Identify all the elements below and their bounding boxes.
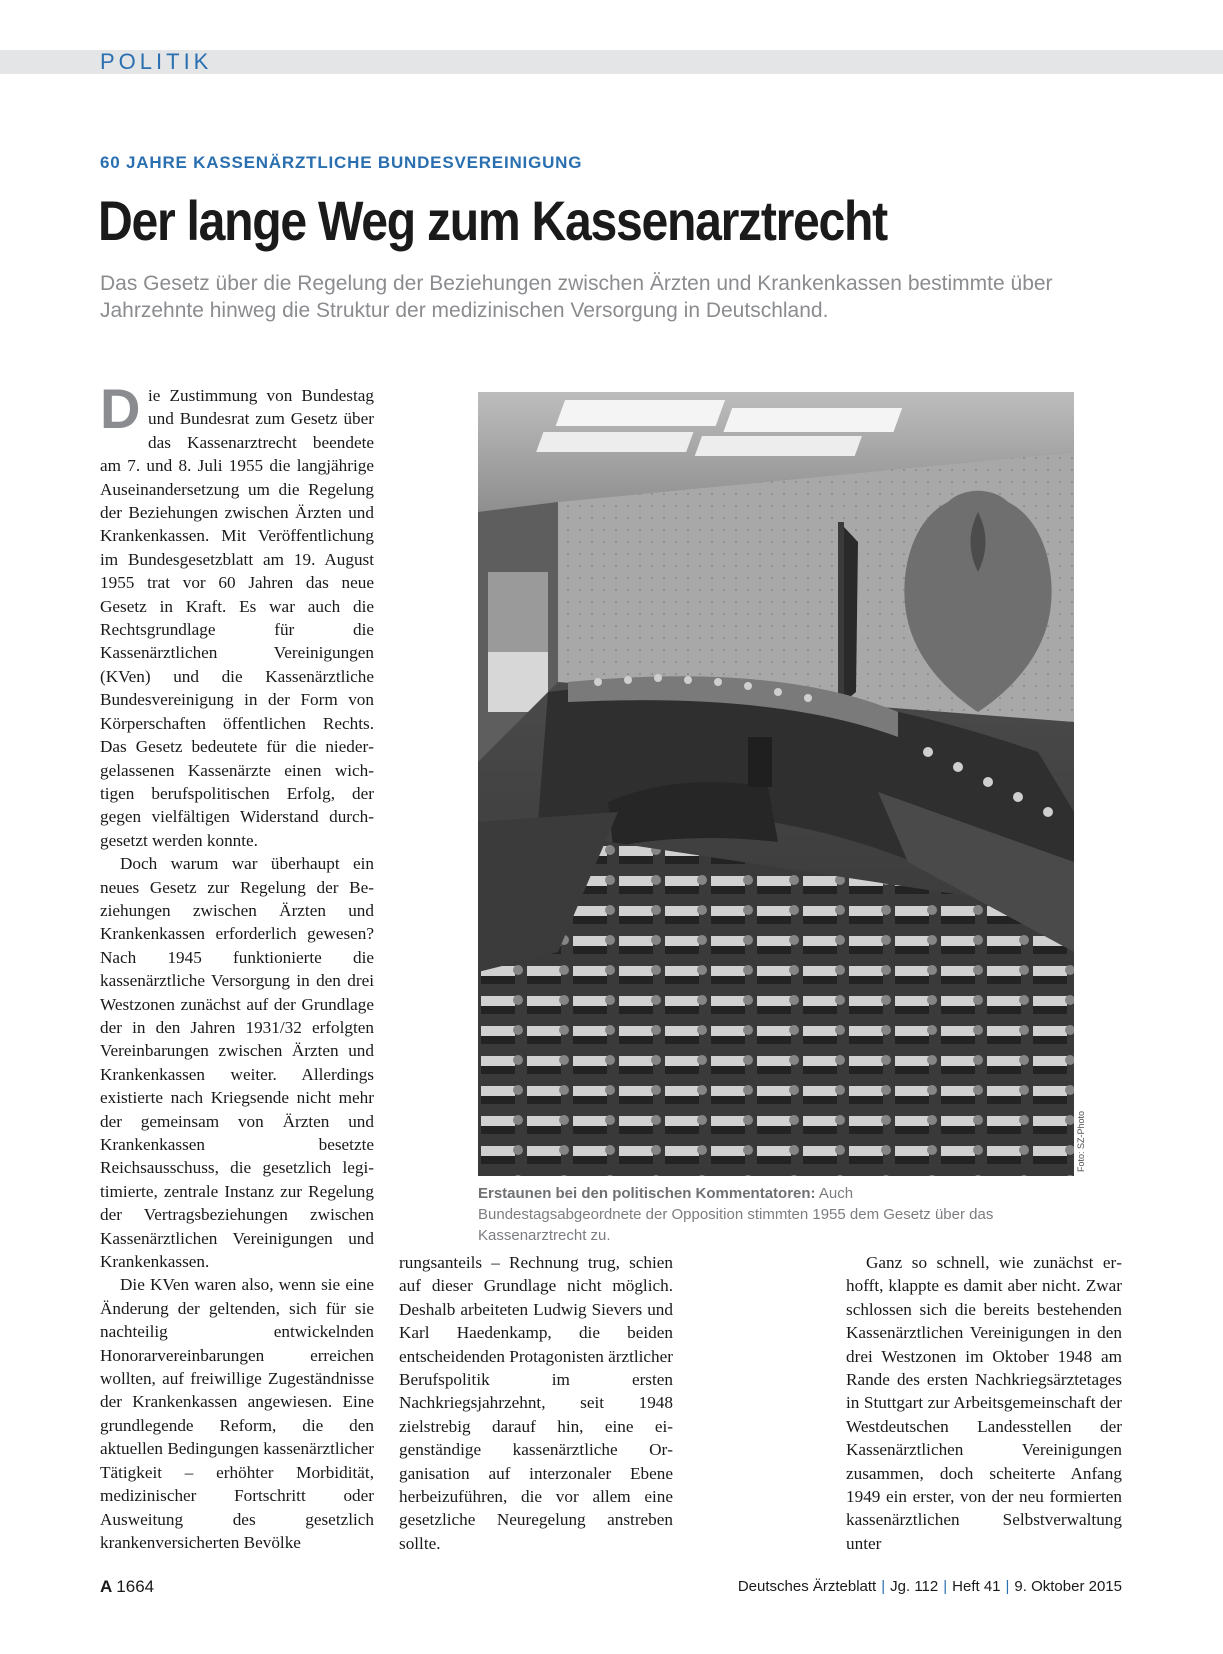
photo-credit: Foto: SZ-Photo	[1076, 1110, 1086, 1172]
page-number-value: 1664	[116, 1577, 155, 1596]
footer-separator: |	[1005, 1578, 1010, 1595]
page-prefix: A	[100, 1577, 113, 1596]
footer-separator: |	[943, 1578, 948, 1595]
footer-separator: |	[881, 1578, 886, 1595]
journal-name: Deutsches Ärzteblatt	[737, 1578, 877, 1595]
article-headline: Der lange Weg zum Kassenarztrecht	[98, 189, 887, 252]
article-lead: Das Gesetz über die Regelung der Beziehungen zwischen Ärzten und Krankenkassen bestimmte über Jahrzehnte hinweg die Struktur der medizinischen Versorgung in Deutschland.	[100, 272, 1053, 322]
body-column-2	[399, 1251, 673, 1555]
article-kicker: 60 JAHRE KASSENÄRZTLICHE BUNDESVEREINIGUNG	[100, 153, 583, 172]
drop-cap: D	[100, 377, 141, 440]
section-label: POLITIK	[100, 49, 213, 74]
body-paragraph	[100, 377, 374, 852]
page-number	[100, 1577, 154, 1597]
volume: Jg. 112	[890, 1578, 939, 1595]
caption-text: Auch Bundestagsabgeordnete der Opposition stimmten 1955 dem Gesetz über das Kassenarztrecht zu.	[478, 1185, 994, 1244]
paragraph-text: ie Zustimmung von Bundestag und Bundesrat zum Gesetz über das Kassenarztrecht beendete am 7. und 8. Juli 1955 die langjährige Auseinandersetzung um die Regelung der Beziehungen zwischen Ärzten und Krankenkassen. Mit Veröffentlichung im Bundesgesetzblatt am 19. August 1955 trat vor 60 Jahren das neue Gesetz in Kraft. Es war auch die Rechtsgrundlage für die Kassenärztlichen Vereinigungen (KVen) und die Kassenärztliche Bundesvereinigung in der Form von Körperschaften öffentlichen Rechts. Das Gesetz bedeutete für die niedergelassenen Kassenärzte einen wichtigen berufspolitischen Erfolg, der gegen vielfältigen Widerstand durchgesetzt werden konnte.	[100, 386, 374, 850]
body-column-3	[846, 1251, 1122, 1555]
photo-caption	[478, 1183, 1018, 1246]
body-paragraph: Doch warum war überhaupt ein neues Gesetz zur Regelung der Beziehungen zwischen Ärzten und Krankenkassen erforderlich gewesen? Nach 1945 funktionierte die kassenärztliche Versorgung in den drei Westzonen zunächst auf der Grundlage der in den Jahren 1931/32 erfolgten Vereinbarungen zwischen Ärzten und Krankenkassen weiter. Allerdings existierte nach Kriegsende nicht mehr der gemeinsam von Ärzten und Krankenkassen besetzte Reichsausschuss, die gesetzlich legitimierte, zentrale Instanz zur Regelung der Vertragsbeziehungen zwischen Kassenärztlichen Vereinigungen und Krankenkassen.	[100, 854, 374, 1272]
body-paragraph: Ganz so schnell, wie zunächst erhofft, klappte es damit aber nicht. Zwar schlossen sich die bereits bestehenden Kassenärztlichen Vereinigungen in den drei Westzonen im Oktober 1948 am Rande des ersten Nachkriegsärztetages in Stuttgart zur Arbeitsgemeinschaft der Westdeutschen Landesstellen der Kassenärztlichen Vereinigungen zusammen, doch scheiterte Anfang 1949 ein erster, von der neu formierten kassenärztlichen Selbstverwaltung unter	[846, 1253, 1122, 1553]
footer-citation	[738, 1578, 1122, 1595]
issue: Heft 41	[952, 1578, 1001, 1595]
bundestag-photo	[478, 392, 1074, 1176]
body-paragraph: Die KVen waren also, wenn sie eine Änderung der geltenden, sich für sie nachteilig entwickelnden Honorarvereinbarungen erreichen wollten, auf freiwillige Zugeständnisse der Krankenkassen angewiesen. Eine grundlegende Reform, die den aktuellen Bedingungen kassenärztlicher Tätigkeit – erhöhter Morbidität, medizinischer Fortschritt oder Ausweitung des gesetzlich krankenversicherten Bevölke	[100, 1275, 374, 1552]
body-column-1	[100, 377, 374, 1554]
caption-lead: Erstaunen bei den politischen Kommentatoren:	[478, 1185, 816, 1202]
body-paragraph: rungsanteils – Rechnung trug, schien auf dieser Grundlage nicht möglich. Deshalb arbeiteten Ludwig Sievers und Karl Haedenkamp, die beiden entscheidenden Protagonisten ärztlicher Berufspolitik im ersten Nachkriegsjahrzehnt, seit 1948 zielstrebig darauf hin, eine eigenständige kassenärztliche Organisation auf interzonaler Ebene herbeizuführen, die vor allem eine gesetzliche Neuregelung anstreben sollte.	[399, 1253, 673, 1553]
issue-date: 9. Oktober 2015	[1014, 1578, 1122, 1595]
